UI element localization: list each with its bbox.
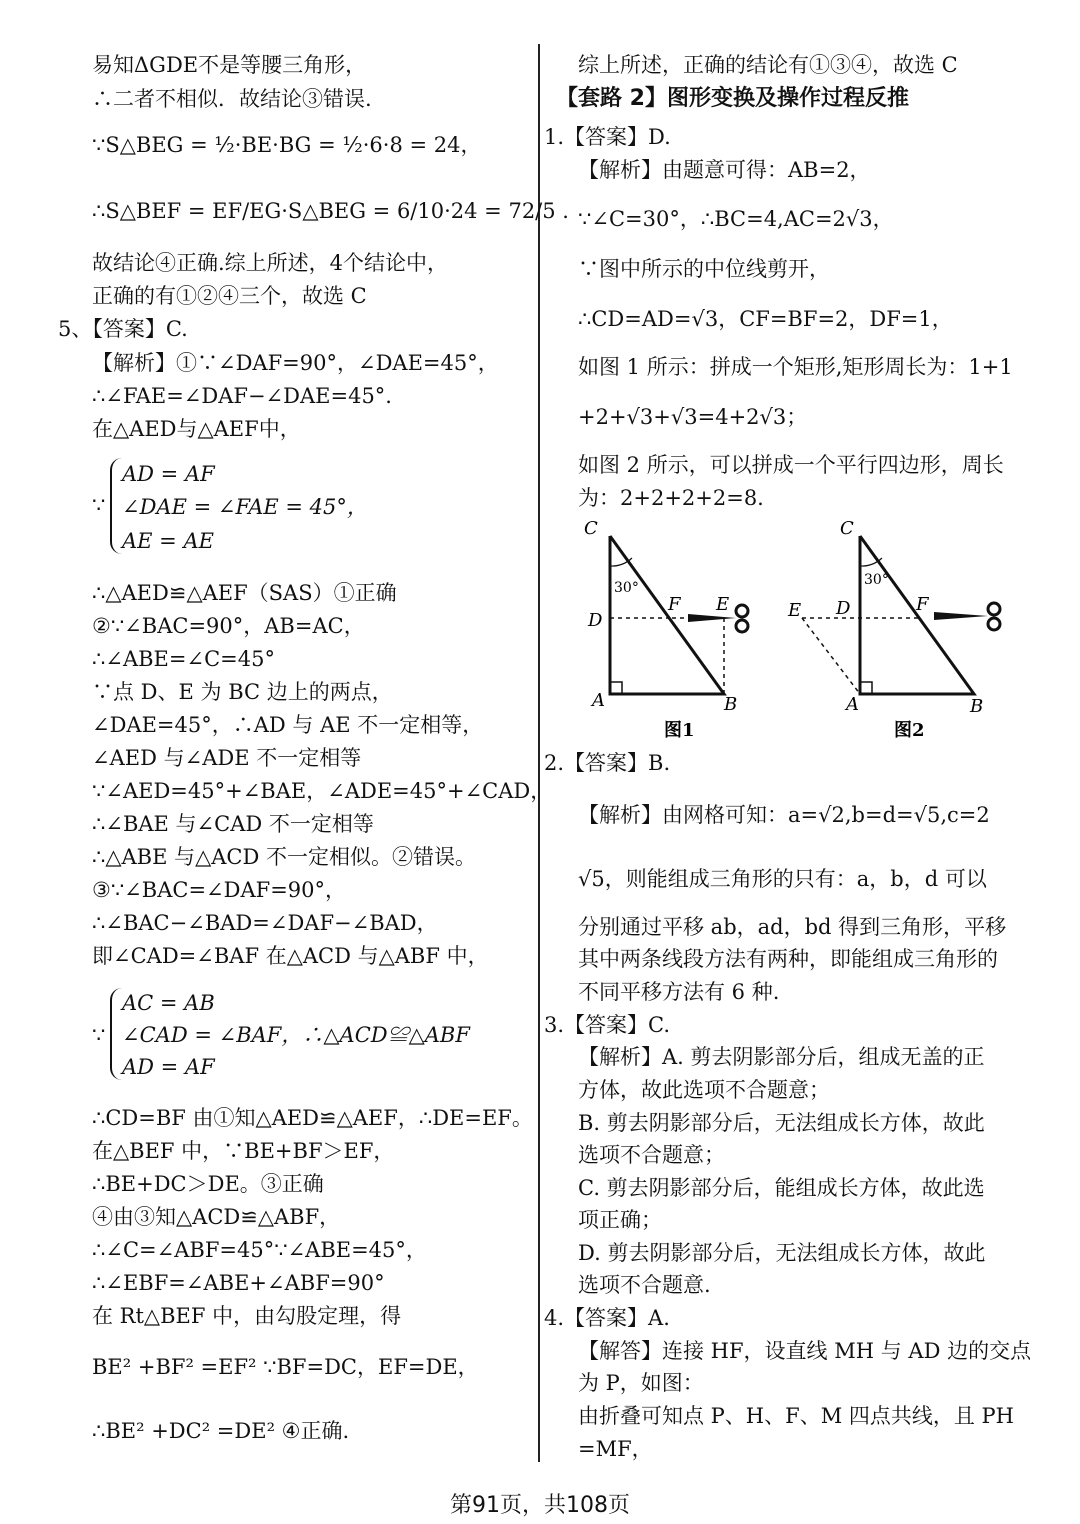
answer-heading: 1.【答案】D.	[544, 125, 671, 149]
label-f: F	[668, 594, 681, 615]
label-a: A	[846, 694, 859, 715]
text-line: 即∠CAD=∠BAF 在△ACD 与△ABF 中，	[92, 944, 489, 968]
text-line: =MF，	[578, 1437, 653, 1461]
text-line: ∵图中所示的中位线剪开，	[578, 257, 830, 281]
text-line: ∴二者不相似．故结论③错误.	[92, 87, 372, 111]
angle-label: 30°	[864, 572, 889, 588]
text-line: 不同平移方法有 6 种.	[578, 980, 780, 1004]
text-line: 故结论④正确.综上所述，4个结论中，	[92, 251, 449, 275]
system-line: ∠DAE = ∠FAE = 45°，	[122, 495, 368, 519]
label-d: D	[588, 610, 603, 631]
label-e: E	[716, 594, 730, 615]
text-line: ②∵∠BAC=90°，AB=AC，	[92, 614, 365, 638]
figure-1	[584, 518, 748, 741]
page-footer: 第91页，共108页	[450, 1493, 630, 1518]
figure-1-caption: 图1	[664, 720, 695, 741]
answer-heading: 5、【答案】C.	[58, 317, 188, 341]
answer-heading: 3.【答案】C.	[544, 1013, 671, 1037]
column-divider	[538, 44, 540, 1462]
system-brace	[110, 988, 122, 1080]
label-d: D	[836, 598, 851, 619]
text-line: 项正确；	[578, 1208, 662, 1232]
formula-line: ∴CD=AD=√3，CF=BF=2，DF=1，	[578, 307, 953, 331]
section-heading: 【套路 2】图形变换及操作过程反推	[556, 86, 909, 111]
text-line: 为 P，如图：	[578, 1371, 704, 1395]
text-line: 综上所述，正确的结论有①③④，故选 C	[578, 53, 958, 77]
formula-line: BE² +BF² =EF² ∵BF=DC，EF=DE，	[92, 1355, 479, 1379]
label-a: A	[592, 690, 605, 711]
text-line: ∠AED 与∠ADE 不一定相等	[92, 746, 362, 770]
text-line: ∴∠FAE=∠DAF−∠DAE=45°.	[92, 384, 392, 408]
text-line: ∴∠EBF=∠ABE+∠ABF=90°	[92, 1271, 385, 1295]
text-line: 在△BEF 中，∵BE+BF＞EF，	[92, 1139, 395, 1163]
text-line: ∴BE+DC＞DE。③正确	[92, 1172, 324, 1196]
text-line: ④由③知△ACD≌△ABF，	[92, 1205, 341, 1229]
formula-line: +2+√3+√3=4+2√3；	[578, 405, 808, 429]
angle-label: 30°	[614, 580, 639, 596]
text-line: ∠DAE=45°，∴AD 与 AE 不一定相等，	[92, 713, 484, 737]
text-line: 【解析】由题意可得：AB=2，	[578, 158, 871, 182]
text-line: 如图 1 所示：拼成一个矩形,矩形周长为：1+1	[578, 355, 1013, 379]
label-b: B	[724, 694, 738, 715]
text-line: 为：2+2+2+2=8.	[578, 486, 764, 510]
label-c: C	[584, 518, 598, 539]
system-line: AE = AE	[122, 529, 214, 553]
formula-line: ∴S△BEF = EF/EG·S△BEG = 6/10·24 = 72/5 .	[92, 199, 569, 223]
answer-heading: 2.【答案】B.	[544, 751, 671, 775]
answer-heading: 4.【答案】A.	[544, 1306, 670, 1330]
formula-line: ∵S△BEG = ½·BE·BG = ½·6·8 = 24，	[92, 133, 482, 157]
text-line: ∴CD=BF 由①知△AED≌△AEF，∴DE=EF。	[92, 1106, 533, 1130]
system-brace	[110, 458, 122, 554]
system-line: AD = AF	[122, 462, 215, 486]
text-line: 选项不合题意；	[578, 1143, 725, 1167]
because-symbol: ∵	[92, 1023, 106, 1047]
triangle-figures	[576, 514, 1026, 744]
text-line: 如图 2 所示，可以拼成一个平行四边形，周长	[578, 453, 1004, 477]
label-b: B	[970, 696, 984, 717]
text-line: 在 Rt△BEF 中，由勾股定理，得	[92, 1304, 402, 1328]
text-line: 【解答】连接 HF，设直线 MH 与 AD 边的交点	[578, 1339, 1032, 1363]
figure-2	[787, 518, 1000, 741]
figure-2-caption: 图2	[894, 720, 925, 741]
formula-line: ∵∠C=30°，∴BC=4,AC=2√3，	[578, 207, 894, 231]
text-line: 其中两条线段方法有两种，即能组成三角形的	[578, 947, 998, 971]
text-line: ∴∠C=∠ABF=45°∵∠ABE=45°，	[92, 1238, 427, 1262]
text-line: ∵∠AED=45°+∠BAE，∠ADE=45°+∠CAD，	[92, 779, 552, 803]
scissors-icon	[934, 603, 1000, 630]
because-symbol: ∵	[92, 493, 106, 517]
text-line: ∴∠BAC−∠BAD=∠DAF−∠BAD，	[92, 911, 438, 935]
text-line: ∴∠BAE 与∠CAD 不一定相等	[92, 812, 374, 836]
text-line: 选项不合题意.	[578, 1273, 711, 1297]
text-line: 由折叠可知点 P、H、F、M 四点共线，且 PH	[578, 1404, 1014, 1428]
text-line: 在△AED与△AEF中，	[92, 417, 301, 441]
text-line: 方体，故此选项不合题意；	[578, 1078, 830, 1102]
text-line: ③∵∠BAC=∠DAF=90°，	[92, 878, 347, 902]
text-line: 【解析】由网格可知：a=√2,b=d=√5,c=2	[578, 803, 990, 827]
text-line: D. 剪去阴影部分后，无法组成长方体，故此	[578, 1241, 986, 1265]
text-line: 【解析】A. 剪去阴影部分后，组成无盖的正	[578, 1045, 985, 1069]
text-line: B. 剪去阴影部分后，无法组成长方体，故此	[578, 1111, 985, 1135]
text-line: √5，则能组成三角形的只有：a，b，d 可以	[578, 867, 987, 891]
system-line: ∠CAD = ∠BAF，∴△ACD≌△ABF	[122, 1023, 470, 1047]
text-line: 易知ΔGDE不是等腰三角形，	[92, 53, 367, 77]
text-line: ∴△ABE 与△ACD 不一定相似。②错误。	[92, 845, 477, 869]
label-e: E	[788, 600, 802, 621]
label-c: C	[840, 518, 854, 539]
text-line: ∴△AED≌△AEF（SAS）①正确	[92, 581, 397, 605]
formula-line: ∴BE² +DC² =DE² ④正确.	[92, 1419, 350, 1443]
text-line: C. 剪去阴影部分后，能组成长方体，故此选	[578, 1176, 985, 1200]
text-line: ∴∠ABE=∠C=45°	[92, 647, 275, 671]
system-line: AD = AF	[122, 1055, 215, 1079]
system-line: AC = AB	[122, 991, 215, 1015]
text-line: ∵点 D、E 为 BC 边上的两点，	[92, 680, 393, 704]
text-line: 正确的有①②④三个，故选 C	[92, 284, 367, 308]
text-line: 【解析】①∵∠DAF=90°，∠DAE=45°，	[92, 351, 499, 375]
text-line: 分别通过平移 ab，ad，bd 得到三角形，平移	[578, 915, 1007, 939]
label-f: F	[916, 594, 929, 615]
